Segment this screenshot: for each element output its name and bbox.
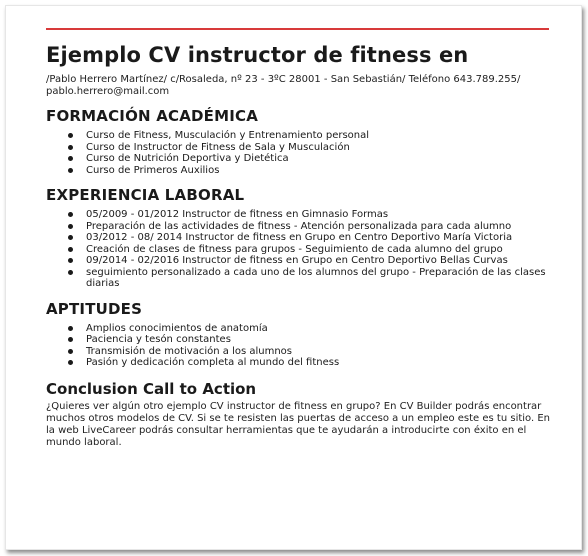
experiencia-list bbox=[46, 209, 556, 290]
list-item bbox=[68, 232, 556, 244]
list-item-text: Preparación de las actividades de fitness - Atención personalizada para cada alumno bbox=[86, 220, 512, 232]
list-item-text: 05/2009 - 01/2012 Instructor de fitness en Gimnasio Formas bbox=[86, 209, 389, 220]
list-item-text: 09/2014 - 02/2016 Instructor de fitness en Grupo en Centro Deportivo Bellas Curvas bbox=[86, 255, 508, 266]
list-item-text: Curso de Fitness, Musculación y Entrenamiento personal bbox=[86, 130, 370, 141]
section-title-formacion: FORMACIÓN ACADÉMICA bbox=[46, 107, 259, 125]
list-item bbox=[68, 153, 556, 165]
list-item bbox=[68, 346, 556, 358]
bullet-icon bbox=[68, 258, 73, 263]
bullet-icon bbox=[68, 235, 73, 240]
list-item-text: Pasión y dedicación completa al mundo del fitness bbox=[86, 357, 340, 368]
list-item-text: Curso de Nutrición Deportiva y Dietética bbox=[86, 153, 289, 164]
section-experiencia bbox=[46, 186, 556, 290]
list-item-text: Transmisión de motivación a los alumnos bbox=[86, 345, 293, 357]
bullet-icon bbox=[68, 156, 73, 161]
list-item bbox=[68, 255, 556, 267]
bullet-icon bbox=[68, 270, 73, 275]
cv-title: Ejemplo CV instructor de fitness en bbox=[46, 43, 469, 67]
list-item bbox=[68, 165, 556, 177]
list-item-text: Amplios conocimientos de anatomía bbox=[86, 322, 268, 334]
list-item bbox=[68, 334, 556, 346]
section-aptitudes bbox=[46, 300, 556, 369]
section-title-experiencia: EXPERIENCIA LABORAL bbox=[46, 186, 245, 204]
list-item bbox=[68, 130, 556, 142]
list-item bbox=[68, 323, 556, 335]
contact-info: /Pablo Herrero Martínez/ c/Rosaleda, nº 23 - 3ºC 28001 - San Sebastián/ Teléfono 643.789.255/ pablo.herrero@mail.com bbox=[46, 74, 521, 97]
section-conclusion bbox=[46, 380, 556, 449]
list-item bbox=[68, 221, 556, 233]
list-item-text: Paciencia y tesón constantes bbox=[86, 334, 231, 345]
accent-rule bbox=[46, 28, 549, 30]
bullet-icon bbox=[68, 337, 73, 342]
list-item bbox=[68, 357, 556, 369]
bullet-icon bbox=[68, 360, 73, 365]
cv-page bbox=[5, 5, 582, 550]
list-item bbox=[68, 267, 556, 290]
list-item bbox=[68, 142, 556, 154]
list-item-text: seguimiento personalizado a cada uno de los alumnos del grupo - Preparación de las clases diarias bbox=[86, 266, 546, 289]
list-item bbox=[68, 209, 556, 221]
section-title-aptitudes: APTITUDES bbox=[46, 299, 143, 318]
bullet-icon bbox=[68, 247, 73, 252]
bullet-icon bbox=[68, 212, 73, 217]
bullet-icon bbox=[68, 168, 73, 173]
formacion-list bbox=[46, 130, 556, 176]
list-item-text: Curso de Instructor de Fitness de Sala y Musculación bbox=[86, 141, 350, 153]
list-item-text: Creación de clases de fitness para grupos - Seguimiento de cada alumno del grupo bbox=[86, 243, 503, 255]
section-formacion bbox=[46, 107, 556, 176]
bullet-icon bbox=[68, 326, 73, 331]
bullet-icon bbox=[68, 145, 73, 150]
list-item-text: Curso de Primeros Auxilios bbox=[86, 164, 220, 176]
bullet-icon bbox=[68, 133, 73, 138]
list-item bbox=[68, 244, 556, 256]
aptitudes-list bbox=[46, 323, 556, 369]
bullet-icon bbox=[68, 224, 73, 229]
conclusion-text: ¿Quieres ver algún otro ejemplo CV instructor de fitness en grupo? En CV Builder podrás encontrar muchos otros modelos de CV. Si se te resisten las puertas de acceso a un empleo este es tu sitio. En la web LiveCareer podrás consultar herramientas que te ayudarán a introducirte con éxito en el mundo laboral. bbox=[46, 400, 551, 448]
section-title-conclusion: Conclusion Call to Action bbox=[46, 379, 257, 398]
bullet-icon bbox=[68, 349, 73, 354]
cv-content bbox=[46, 42, 556, 449]
list-item-text: 03/2012 - 08/ 2014 Instructor de fitness en Grupo en Centro Deportivo María Victoria bbox=[86, 232, 513, 243]
